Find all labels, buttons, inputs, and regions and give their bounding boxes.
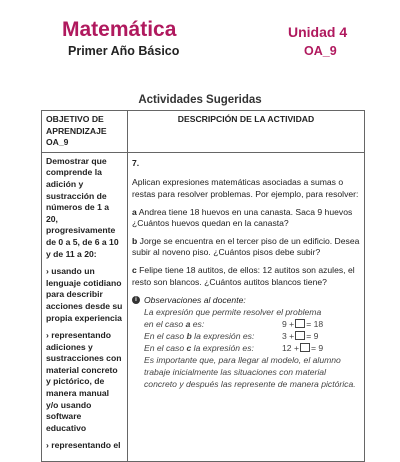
table-header-row <box>42 111 365 153</box>
teacher-observations <box>132 294 360 390</box>
problem-text: Andrea tiene 18 huevos en una canasta. Saca 9 huevos ¿Cuántos huevos quedan en la canasta? <box>132 206 353 229</box>
case-letter: a <box>185 319 191 330</box>
problem-letter: b <box>132 235 138 246</box>
expr-left: 12 + <box>282 343 299 354</box>
oa-label: OA_9 <box>304 44 337 58</box>
expr-right: = 9 <box>310 343 324 354</box>
blank-box <box>295 331 305 340</box>
blank-box <box>295 319 305 328</box>
description-header: DESCRIPCIÓN DE LA ACTIVIDAD <box>128 111 365 153</box>
objective-intro: Demostrar que comprende la adición y sustracción de números de 1 a 20, progresivamente de 0 a 5, de 6 a 10 y de 11 a 20: <box>46 155 119 259</box>
problem-letter: a <box>132 206 137 217</box>
case-a-line <box>144 318 360 330</box>
problem-a <box>132 207 360 230</box>
case-label: En el caso <box>144 343 187 354</box>
case-c-line <box>144 342 360 354</box>
case-letter: b <box>186 331 192 342</box>
activity-intro: Aplican expresiones matemáticas asociadas a sumas o restas para resolver problemas. Por ejemplo, para resolver: <box>132 177 359 199</box>
course-subtitle: Primer Año Básico <box>68 44 180 58</box>
case-label: la expresión es: <box>191 331 255 342</box>
page-title: Matemática <box>62 18 177 41</box>
case-b-line <box>144 330 360 342</box>
table-row <box>42 152 365 461</box>
case-expression <box>282 342 323 354</box>
unit-label: Unidad 4 <box>288 24 348 40</box>
blank-box <box>300 343 310 352</box>
case-label: En el caso <box>144 331 187 342</box>
problem-letter: c <box>132 264 137 275</box>
objective-bullet: › usando un lenguaje cotidiano para describir acciones desde su propia experiencia <box>46 266 123 323</box>
activities-table <box>41 110 365 462</box>
expr-left: 9 + <box>282 319 295 330</box>
case-letter: c <box>186 343 192 354</box>
observations-heading: Observaciones al docente: <box>144 295 246 306</box>
description-cell <box>128 152 365 461</box>
problem-text: Felipe tiene 18 autitos, de ellos: 12 autitos son azules, el resto son blancos. ¿Cuántos autitos blancos tiene? <box>132 264 355 287</box>
case-expression <box>282 330 318 342</box>
section-title: Actividades Sugeridas <box>138 94 262 106</box>
case-expression <box>282 318 323 330</box>
expr-left: 3 + <box>282 331 295 342</box>
case-label: en el caso <box>144 319 186 330</box>
expr-right: = 18 <box>306 319 324 330</box>
activity-number: 7. <box>132 157 140 168</box>
observation-line: La expresión que permite resolver el problema <box>144 307 322 318</box>
objective-header: OBJETIVO DE APRENDIZAJE OA_9 <box>42 111 128 153</box>
case-label: la expresión es: <box>191 343 254 354</box>
case-label: es: <box>190 319 205 330</box>
expr-right: = 9 <box>306 331 319 342</box>
objective-bullet: › representando adiciones y sustracciones con material concreto y pictórico, de manera manual y/o usando software educativo <box>46 330 122 433</box>
info-icon: i <box>132 296 140 304</box>
problem-b <box>132 236 360 259</box>
objective-bullet: › representando el <box>46 440 121 451</box>
objective-cell <box>42 152 128 461</box>
observation-closing: Es importante que, para llegar al modelo, el alumno trabaje inicialmente las situaciones con material concreto y después las represente de manera pictórica. <box>144 355 356 390</box>
problem-c <box>132 265 360 288</box>
problem-text: Jorge se encuentra en el tercer piso de un edificio. Desea subir al noveno piso. ¿Cuántos pisos debe subir? <box>132 235 360 258</box>
